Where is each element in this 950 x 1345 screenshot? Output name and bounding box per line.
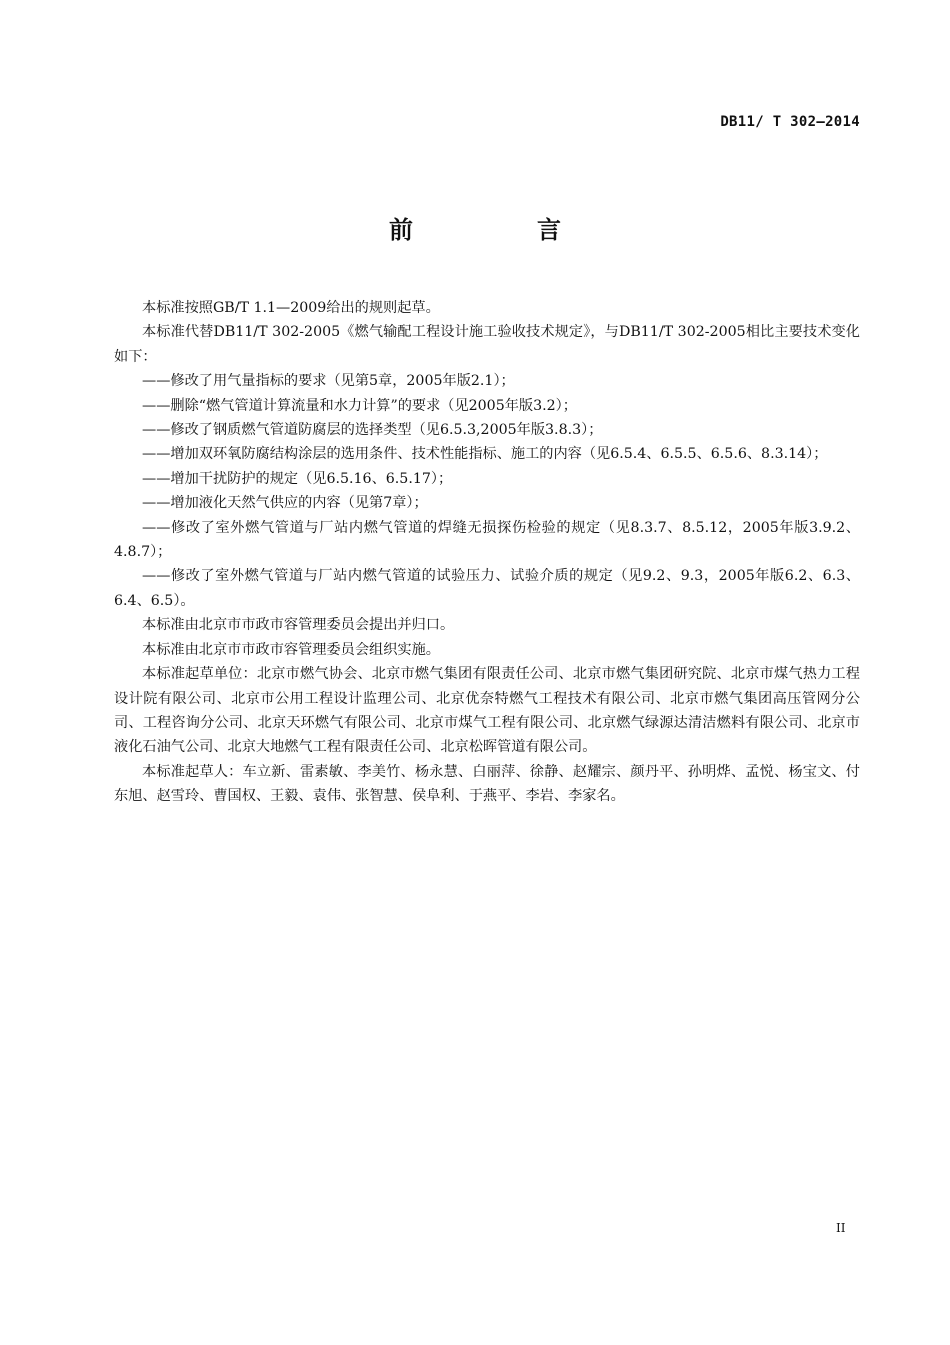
standard-code: DB11/ T 302—2014 <box>720 114 860 130</box>
drafters: 本标准起草人：车立新、雷素敏、李美竹、杨永慧、白丽萍、徐静、赵耀宗、颜丹平、孙明烨、孟悦、杨宝文、付东旭、赵雪玲、曹国权、王毅、袁伟、张智慧、侯阜利、于燕平、李岩、李家名。 <box>114 763 860 805</box>
paragraph: 本标准代替DB11/T 302-2005《燃气输配工程设计施工验收技术规定》，与DB11/T 302-2005相比主要技术变化如下： <box>114 324 860 365</box>
change-item: ——删除“燃气管道计算流量和水力计算”的要求（见2005年版3.2）； <box>142 397 577 414</box>
paragraph: 本标准由北京市市政市容管理委员会组织实施。 <box>142 641 440 658</box>
page-title: 前 言 <box>389 216 611 244</box>
paragraph: 本标准由北京市市政市容管理委员会提出并归口。 <box>142 617 455 634</box>
change-item: ——修改了钢质燃气管道防腐层的选择类型（见6.5.3,2005年版3.8.3）； <box>142 422 603 439</box>
change-item: ——增加双环氧防腐结构涂层的选用条件、技术性能指标、施工的内容（见6.5.4、6.5.5、6.5.6、8.3.14）； <box>142 446 828 463</box>
change-item: ——修改了室外燃气管道与厂站内燃气管道的焊缝无损探伤检验的规定（见8.3.7、8.5.12，2005年版3.9.2、4.8.7）； <box>114 519 860 561</box>
document-body <box>114 296 860 809</box>
page-number: II <box>836 1221 846 1235</box>
change-item: ——修改了室外燃气管道与厂站内燃气管道的试验压力、试验介质的规定（见9.2、9.3，2005年版6.2、6.3、6.4、6.5）。 <box>114 568 860 609</box>
paragraph: 本标准按照GB/T 1.1—2009给出的规则起草。 <box>142 300 440 316</box>
change-item: ——增加干扰防护的规定（见6.5.16、6.5.17）； <box>142 470 453 487</box>
change-item: ——增加液化天然气供应的内容（见第7章）； <box>142 495 428 512</box>
drafting-units: 本标准起草单位：北京市燃气协会、北京市燃气集团有限责任公司、北京市燃气集团研究院、北京市煤气热力工程设计院有限公司、北京市公用工程设计监理公司、北京优奈特燃气工程技术有限公司、北京市燃气集团高压管网分公司、工程咨询分公司、北京天环燃气有限公司、北京市煤气工程有限公司、北京燃气绿源达清洁燃料有限公司、北京市液化石油气公司、北京大地燃气工程有限责任公司、北京松晖管道有限公司。 <box>114 666 860 756</box>
change-item: ——修改了用气量指标的要求（见第5章，2005年版2.1）； <box>142 373 515 390</box>
